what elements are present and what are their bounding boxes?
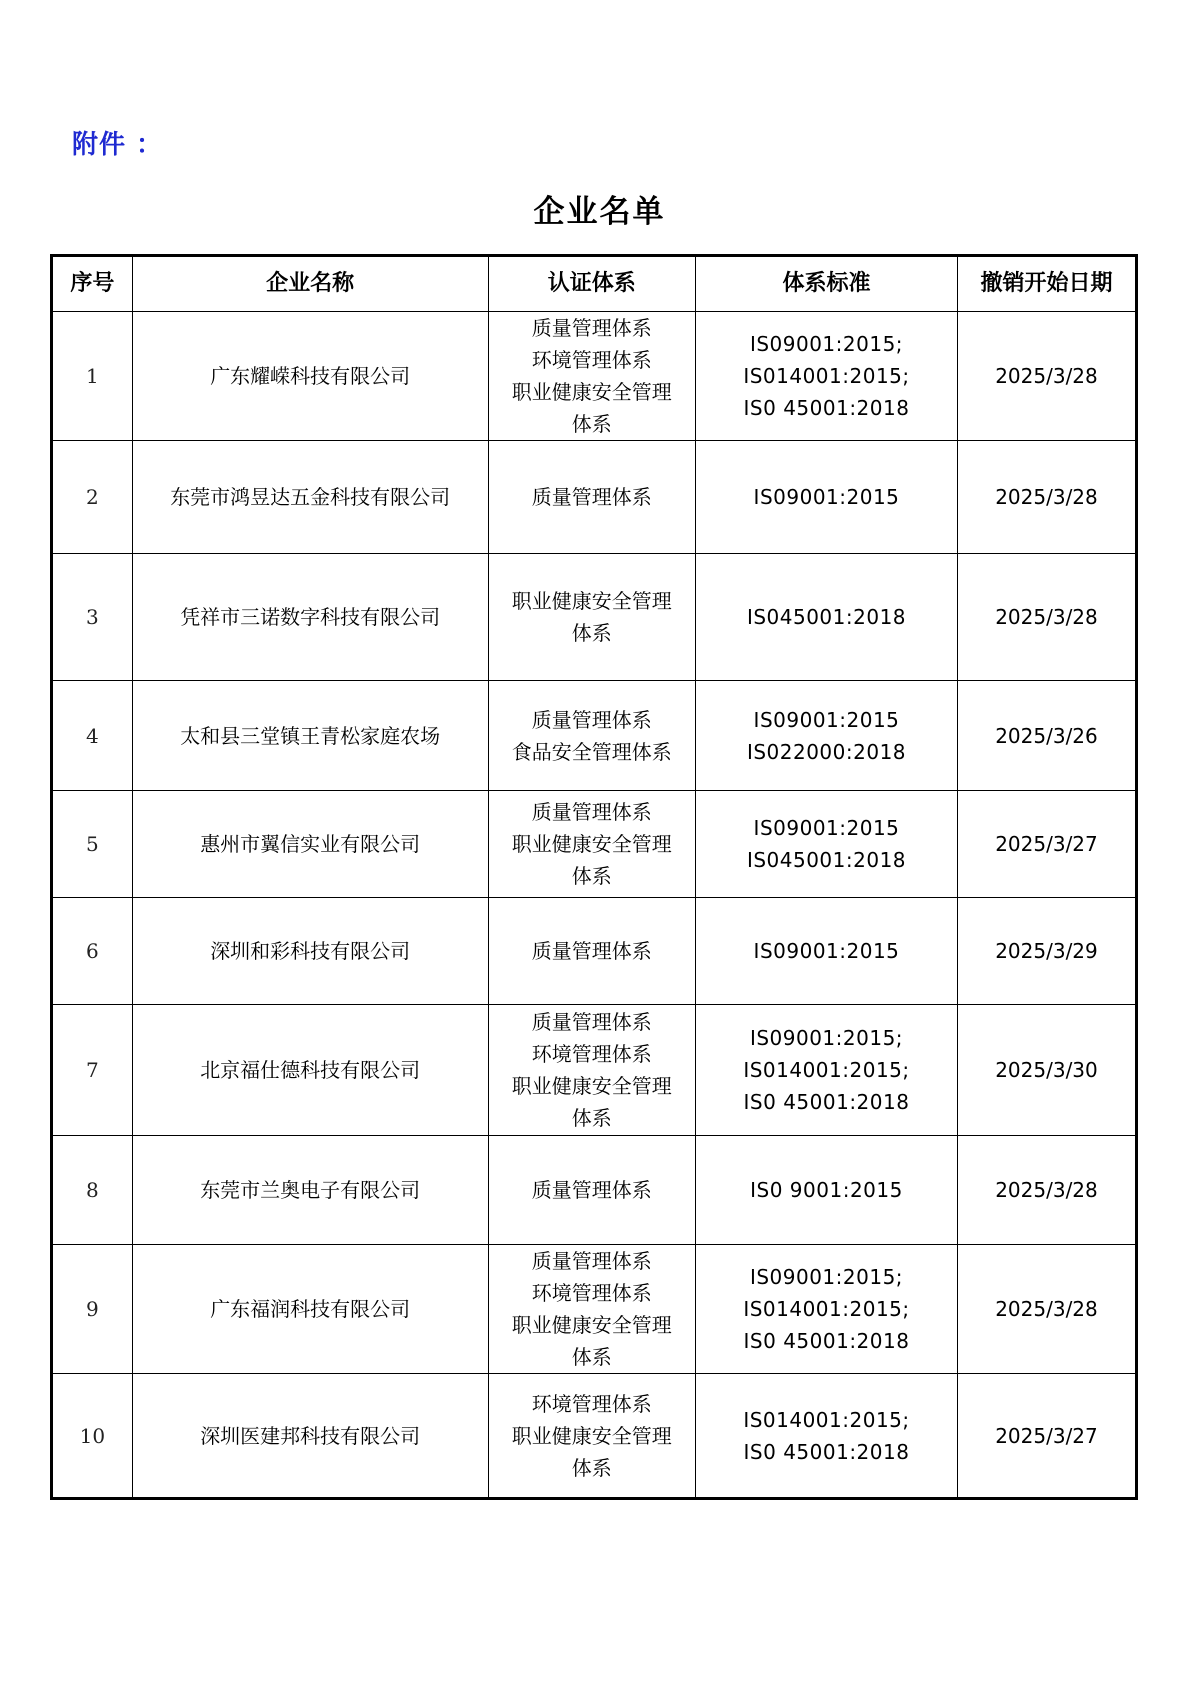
row-revoke-date: 2025/3/28 (957, 312, 1136, 441)
header-system: 认证体系 (488, 256, 695, 312)
row-revoke-date: 2025/3/26 (957, 681, 1136, 791)
company-list-table (50, 254, 1138, 1500)
standard-line: IS045001:2018 (746, 848, 907, 872)
row-seq: 10 (52, 1374, 133, 1499)
row-seq: 6 (52, 898, 133, 1005)
header-seq: 序号 (52, 256, 133, 312)
standard-line: IS09001:2015 (753, 707, 900, 732)
standard-line: IS09001:2015; (749, 1265, 904, 1289)
row-standards (696, 441, 958, 554)
system-line: 环境管理体系 (531, 348, 652, 372)
row-seq: 1 (52, 312, 133, 441)
system-line: 环境管理体系 (531, 1042, 652, 1066)
table-row (52, 1245, 1137, 1374)
system-line: 职业健康安全管理 (511, 380, 672, 404)
attachment-label: 附件 ： (72, 130, 164, 160)
system-line: 质量管理体系 (531, 1010, 652, 1034)
row-company-name: 太和县三堂镇王青松家庭农场 (132, 681, 488, 791)
row-certification-systems (488, 1374, 695, 1499)
row-revoke-date: 2025/3/27 (957, 791, 1136, 898)
standard-line: IS0 45001:2018 (743, 1439, 910, 1464)
system-line: 质量管理体系 (531, 485, 652, 509)
row-certification-systems (488, 554, 695, 681)
row-company-name: 北京福仕德科技有限公司 (132, 1005, 488, 1136)
row-company-name: 东莞市鸿昱达五金科技有限公司 (132, 441, 488, 554)
standard-line: IS09001:2015; (749, 1026, 904, 1050)
table-row (52, 441, 1137, 554)
row-revoke-date: 2025/3/29 (957, 898, 1136, 1005)
standard-line: IS014001:2015; (743, 364, 910, 388)
header-company: 企业名称 (132, 256, 488, 312)
row-seq: 7 (52, 1005, 133, 1136)
standard-line: IS0 45001:2018 (743, 396, 910, 420)
row-revoke-date: 2025/3/28 (957, 1245, 1136, 1374)
system-line: 职业健康安全管理 (511, 1313, 672, 1337)
row-revoke-date: 2025/3/27 (957, 1374, 1136, 1499)
system-line: 环境管理体系 (531, 1281, 652, 1305)
standard-line: IS0 45001:2018 (743, 1090, 910, 1114)
row-revoke-date: 2025/3/30 (957, 1005, 1136, 1136)
row-certification-systems (488, 898, 695, 1005)
row-seq: 2 (52, 441, 133, 554)
system-line: 质量管理体系 (531, 1249, 652, 1273)
table-row (52, 898, 1137, 1005)
system-line: 质量管理体系 (531, 939, 652, 963)
standard-line: IS014001:2015; (743, 1058, 910, 1082)
standard-line: IS0 9001:2015 (750, 1178, 903, 1202)
row-company-name: 东莞市兰奥电子有限公司 (132, 1136, 488, 1245)
row-seq: 4 (52, 681, 133, 791)
header-revoke-date: 撤销开始日期 (957, 256, 1136, 312)
row-standards (696, 1136, 958, 1245)
row-certification-systems (488, 312, 695, 441)
row-standards (696, 898, 958, 1005)
header-standard: 体系标准 (696, 256, 958, 312)
row-company-name: 广东耀嵘科技有限公司 (132, 312, 488, 441)
row-standards (696, 554, 958, 681)
system-line: 体系 (571, 621, 612, 645)
row-standards (696, 1245, 958, 1374)
row-certification-systems (488, 681, 695, 791)
row-standards (696, 681, 958, 791)
table-row (52, 791, 1137, 898)
row-standards (696, 791, 958, 898)
row-revoke-date: 2025/3/28 (957, 1136, 1136, 1245)
system-line: 体系 (571, 864, 612, 888)
system-line: 体系 (571, 412, 612, 436)
table-row (52, 1136, 1137, 1245)
row-company-name: 凭祥市三诺数字科技有限公司 (132, 554, 488, 681)
standard-line: IS09001:2015; (749, 332, 904, 356)
row-standards (696, 312, 958, 441)
row-certification-systems (488, 441, 695, 554)
table-row (52, 312, 1137, 441)
row-seq: 9 (52, 1245, 133, 1374)
standard-line: IS09001:2015 (753, 816, 900, 840)
system-line: 食品安全管理体系 (511, 739, 672, 764)
row-company-name: 惠州市翼信实业有限公司 (132, 791, 488, 898)
standard-line: IS045001:2018 (746, 605, 907, 629)
system-line: 质量管理体系 (531, 800, 652, 824)
standard-line: IS014001:2015; (743, 1407, 910, 1432)
page-title: 企业名单 (533, 194, 666, 230)
table-row (52, 1374, 1137, 1499)
table-row (52, 681, 1137, 791)
system-line: 职业健康安全管理 (511, 1423, 672, 1448)
table-row (52, 1005, 1137, 1136)
standard-line: IS0 45001:2018 (743, 1329, 910, 1353)
system-line: 环境管理体系 (531, 1391, 652, 1416)
row-standards (696, 1005, 958, 1136)
standard-line: IS014001:2015; (743, 1297, 910, 1321)
system-line: 体系 (571, 1106, 612, 1130)
standard-line: IS022000:2018 (746, 739, 907, 764)
system-line: 体系 (571, 1345, 612, 1369)
row-certification-systems (488, 1005, 695, 1136)
row-certification-systems (488, 1245, 695, 1374)
system-line: 质量管理体系 (531, 707, 652, 732)
system-line: 质量管理体系 (531, 316, 652, 340)
standard-line: IS09001:2015 (753, 485, 900, 509)
table-row (52, 554, 1137, 681)
row-certification-systems (488, 791, 695, 898)
standard-line: IS09001:2015 (753, 939, 900, 963)
row-company-name: 广东福润科技有限公司 (132, 1245, 488, 1374)
system-line: 职业健康安全管理 (511, 589, 672, 613)
row-certification-systems (488, 1136, 695, 1245)
row-seq: 5 (52, 791, 133, 898)
system-line: 职业健康安全管理 (511, 832, 672, 856)
row-company-name: 深圳和彩科技有限公司 (132, 898, 488, 1005)
row-company-name: 深圳医建邦科技有限公司 (132, 1374, 488, 1499)
row-seq: 3 (52, 554, 133, 681)
row-revoke-date: 2025/3/28 (957, 441, 1136, 554)
row-standards (696, 1374, 958, 1499)
row-revoke-date: 2025/3/28 (957, 554, 1136, 681)
table-header-row (52, 256, 1137, 312)
system-line: 体系 (571, 1455, 612, 1480)
system-line: 质量管理体系 (531, 1178, 652, 1202)
row-seq: 8 (52, 1136, 133, 1245)
system-line: 职业健康安全管理 (511, 1074, 672, 1098)
